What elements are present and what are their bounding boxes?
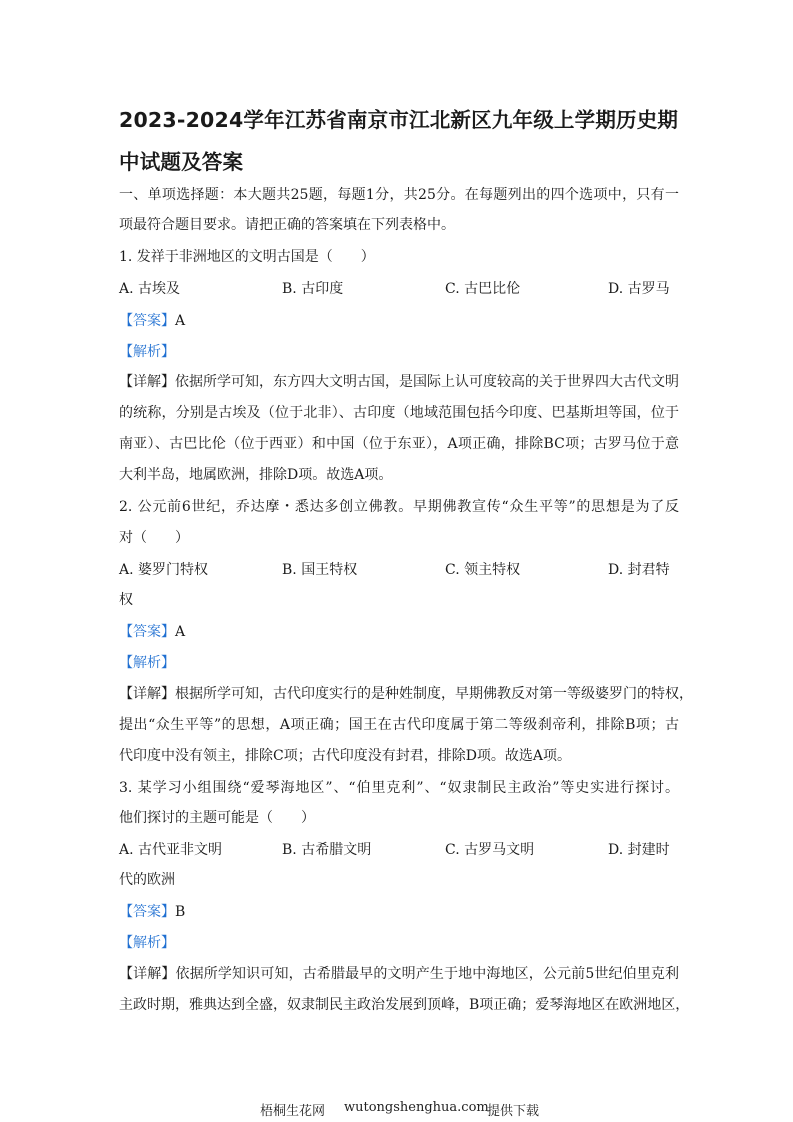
page-title-line-2: 中试题及答案 (119, 150, 244, 174)
answer-tag: 【答案】 (119, 313, 175, 329)
question-2-analysis (119, 653, 679, 673)
question-3-option-a: A. 古代亚非文明 (119, 842, 223, 858)
question-3-stem-line-1: 3. 某学习小组围绕“爱琴海地区”、“伯里克利”、“奴隶制民主政治”等史实进行探讨。 (119, 780, 679, 796)
footer-site-name: 梧桐生花网 (260, 1104, 326, 1119)
footer-download-text: 提供下载 (487, 1104, 540, 1119)
detail-text: 根据所学可知，古代印度实行的是种姓制度，早期佛教反对第一等级婆罗门的特权， (175, 686, 693, 702)
question-3-stem-line-2: 他们探讨的主题可能是（ ） (119, 810, 315, 826)
question-1-analysis (119, 342, 679, 362)
detail-tag: 【详解】 (119, 966, 176, 982)
detail-text: 依据所学可知，东方四大文明古国，是国际上认可度较高的关于世界四大古代文明 (175, 374, 679, 390)
question-3-detail-line-2: 主政时期，雅典达到全盛，奴隶制民主政治发展到顶峰，B项正确；爱琴海地区在欧洲地区， (119, 997, 690, 1013)
section-intro-line-1: 一、单项选择题：本大题共25题，每题1分，共25分。在每题列出的四个选项中，只有一 (119, 187, 679, 203)
question-2-detail-line-1 (119, 684, 693, 704)
analysis-tag: 【解析】 (119, 935, 175, 951)
question-2-option-b: B. 国王特权 (282, 562, 358, 578)
question-2-detail-line-3: 代印度中没有领主，排除C项；古代印度没有封君，排除D项。故选A项。 (119, 748, 572, 764)
detail-tag: 【详解】 (119, 686, 175, 702)
question-1-stem: 1. 发祥于非洲地区的文明古国是（ ） (119, 249, 375, 265)
question-2-stem-line-2: 对（ ） (119, 530, 189, 546)
question-1-option-d: D. 古罗马 (608, 281, 670, 297)
question-2-stem-line-1: 2. 公元前6世纪，乔达摩・悉达多创立佛教。早期佛教宣传“众生平等”的思想是为了反 (119, 499, 679, 515)
question-3-option-b: B. 古希腊文明 (282, 842, 372, 858)
question-1-detail-line-3: 南亚）、古巴比伦（位于西亚）和中国（位于东亚），A项正确，排除BC项；古罗马位于意 (119, 436, 679, 452)
question-3-analysis (119, 933, 679, 953)
question-2-answer (119, 622, 679, 642)
analysis-tag: 【解析】 (119, 344, 175, 360)
question-1-detail-line-1 (119, 372, 679, 392)
answer-value: A (175, 624, 186, 640)
answer-value: B (175, 904, 186, 920)
question-3-detail-line-1 (119, 964, 679, 984)
question-2-option-c: C. 领主特权 (445, 562, 521, 578)
question-3-answer (119, 902, 679, 922)
question-3-option-d: D. 封建时 (608, 842, 670, 858)
question-3-options (119, 840, 679, 860)
question-2-option-d-wrap: 权 (119, 592, 133, 608)
question-3-option-d-wrap: 代的欧洲 (119, 872, 175, 888)
question-1-options (119, 279, 679, 299)
question-1-answer (119, 311, 679, 331)
detail-text: 依据所学知识可知，古希腊最早的文明产生于地中海地区，公元前5世纪伯里克利 (175, 966, 680, 982)
question-1-option-c: C. 古巴比伦 (445, 281, 521, 297)
question-1-option-a: A. 古埃及 (119, 281, 181, 297)
analysis-tag: 【解析】 (119, 655, 175, 671)
section-intro-line-2: 项最符合题目要求。请把正确的答案填在下列表格中。 (119, 217, 455, 233)
detail-tag: 【详解】 (119, 374, 175, 390)
question-3-option-c: C. 古罗马文明 (445, 842, 535, 858)
question-2-option-a: A. 婆罗门特权 (119, 562, 209, 578)
question-1-detail-line-4: 大利半岛，地属欧洲，排除D项。故选A项。 (119, 467, 393, 483)
footer-site-url[interactable]: wutongshenghua.com (344, 1100, 489, 1115)
answer-value: A (175, 313, 186, 329)
question-1-detail-line-2: 的统称，分别是古埃及（位于北非）、古印度（地域范围包括今印度、巴基斯坦等国，位于 (119, 405, 679, 421)
question-2-option-d: D. 封君特 (608, 562, 670, 578)
question-1-option-b: B. 古印度 (282, 281, 344, 297)
answer-tag: 【答案】 (119, 904, 175, 920)
answer-tag: 【答案】 (119, 624, 175, 640)
page-footer (0, 1100, 793, 1118)
question-2-detail-line-2: 提出“众生平等”的思想，A项正确；国王在古代印度属于第二等级刹帝利，排除B项；古 (119, 717, 679, 733)
page-title-line-1: 2023-2024学年江苏省南京市江北新区九年级上学期历史期 (119, 108, 679, 132)
question-2-options (119, 560, 679, 580)
